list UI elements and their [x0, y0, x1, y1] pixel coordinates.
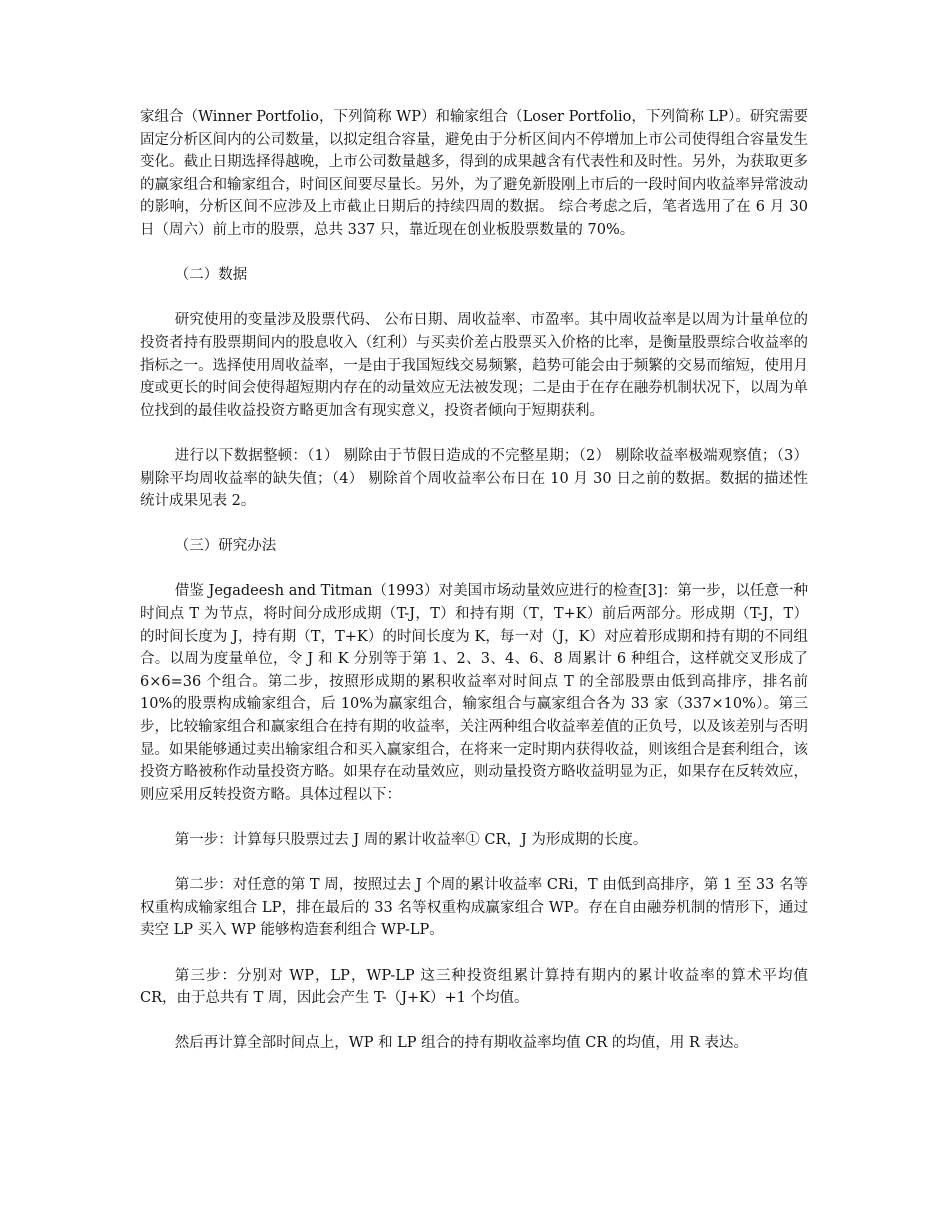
- paragraph-method: 借鉴 Jegadeesh and Titman（1993）对美国市场动量效应进行的检查[3]：第一步，以任意一种时间点 T 为节点，将时间分成形成期（T-J，T）和持有期（T，T+K）前后两部分。形成期（T-J，T）的时间长度为 J，持有期（T，T+K）的时间长度为 K，每一对（J，K）对应着形成期和持有期的不同组合。以周为度量单位，令 J 和 K 分别等于第 1、2、3、4、6、8 周累计 6 种组合，这样就交叉形成了 6×6=36 个组合。第二步，按照形成期的累积收益率对时间点 T 的全部股票由低到高排序，排名前 10%的股票构成输家组合，后 10%为赢家组合，输家组合与赢家组合各为 33 家（337×10%）。第三步，比较输家组合和赢家组合在持有期的收益率，关注两种组合收益率差值的正负号，以及该差别与否明显。如果能够通过卖出输家组合和买入赢家组合，在将来一定时期内获得收益，则该组合是套利组合，该投资方略被称作动量投资方略。如果存在动量效应，则动量投资方略收益明显为正，如果存在反转效应，则应采用反转投资方略。具体过程以下：: [140, 583, 808, 803]
- section-heading-method: （三）研究办法: [174, 538, 277, 555]
- paragraph-step-three: 第三步：分别对 WP，LP，WP-LP 这三种投资组累计算持有期内的累计收益率的算术平均值 CR，由于总共有 T 周，因此会产生 T-（J+K）+1 个均值。: [140, 967, 808, 1007]
- paragraph-variables: 研究使用的变量涉及股票代码、 公布日期、周收益率、市盈率。其中周收益率是以周为计量单位的投资者持有股票期间内的股息收入（红利）与买卖价差占股票买入价格的比率，是衡量股票综合收益率的指标之一。选择使用周收益率，一是由于我国短线交易频繁，趋势可能会由于频繁的交易而缩短，使用月度或更长的时间会使得超短期内存在的动量效应无法被发现；二是由于在存在融券机制状况下，以周为单位找到的最佳收益投资方略更加含有现实意义，投资者倾向于短期获利。: [140, 312, 808, 419]
- paragraph-step-two: 第二步：对任意的第 T 周，按照过去 J 个周的累计收益率 CRi，T 由低到高排序，第 1 至 33 名等权重构成输家组合 LP，排在最后的 33 名等权重构成赢家组合 WP。存在自由融券机制的情形下，通过卖空 LP 买入 WP 能够构造套利组合 WP-LP。: [140, 877, 808, 939]
- paragraph-data-cleaning: 进行以下数据整顿：（1） 剔除由于节假日造成的不完整星期；（2） 剔除收益率极端观察值；（3）剔除平均周收益率的缺失值；（4） 剔除首个周收益率公布日在 10 月 30 日之前的数据。数据的描述性统计成果见表 2。: [140, 447, 808, 510]
- paragraph-winner-loser-intro: 家组合（Winner Portfolio，下列简称 WP）和输家组合（Loser Portfolio，下列简称 LP）。研究需要固定分析区间内的公司数量，以拟定组合容量，避免由于分析区间内不停增加上市公司使得组合容量发生变化。截止日期选择得越晚，上市公司数量越多，得到的成果越含有代表性和及时性。另外，为获取更多的赢家组合和输家组合，时间区间要尽量长。另外，为了避免新股刚上市后的一段时间内收益率异常波动的影响，分析区间不应涉及上市截止日期后的持续四周的数据。 综合考虑之后，笔者选用了在 6 月 30 日（周六）前上市的股票，总共 337 只，靠近现在创业板股票数量的 70%。: [140, 109, 808, 238]
- section-heading-data: （二）数据: [174, 267, 248, 284]
- paragraph-step-one: 第一步：计算每只股票过去 J 周的累计收益率① CR，J 为形成期的长度。: [174, 832, 648, 848]
- paragraph-final-mean: 然后再计算全部时间点上，WP 和 LP 组合的持有期收益率均值 CR 的均值，用 R 表达。: [174, 1035, 749, 1052]
- document-page: [140, 106, 808, 1078]
